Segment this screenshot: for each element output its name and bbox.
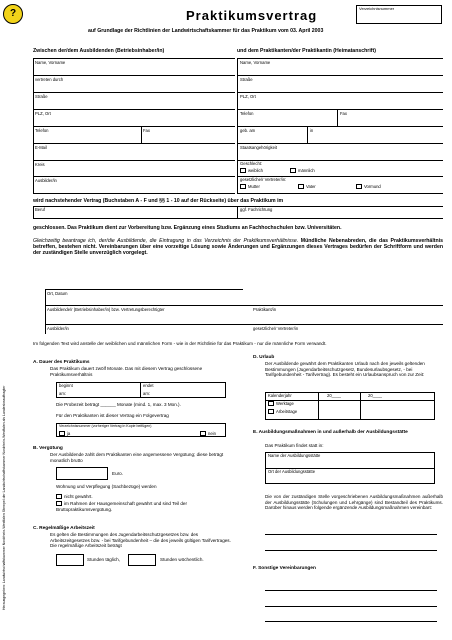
board-not-granted-option[interactable]: nicht gewährt.	[56, 494, 93, 500]
guardian-guardian-option[interactable]: Vormund	[356, 184, 381, 189]
board-granted-option[interactable]: im Rahmen der Hausgemeinschaft gewährt und sind Teil der Bruttopraktikumsvergütung.	[56, 501, 187, 512]
calendar-year-label: Kalenderjahr	[268, 393, 292, 398]
help-question-icon: ?	[3, 4, 23, 24]
female-checkbox[interactable]	[240, 168, 246, 173]
gender-note: Im folgenden Text wird anstelle der weiblichen und männlichen Form - wie in der Richtlinie für das Praktikum - nur die männliche Form verwandt.	[33, 341, 327, 346]
section-d-text: Der Ausbildende gewährt dem Praktikanten Urlaub nach den jeweils geltenden Bestimmungen (Jugendarbeitsschutzgesetz, Bundesurlaubsgesetz, - bei Tarifgebundenheit - Tarifvertrag). Es besteht ein Urlaubsanspruch von zur Zeit:	[265, 361, 425, 377]
begins-date-field[interactable]: am:	[59, 391, 66, 396]
salary-field[interactable]	[56, 467, 108, 480]
left-city-field[interactable]: PLZ, Ort	[35, 111, 51, 116]
subject-field[interactable]: ggf. Fachrichtung	[240, 207, 273, 212]
left-instructor-field[interactable]: Ausbilder/in	[35, 178, 57, 183]
section-a-text: Das Praktikum dauert zwölf Monate. Das mit diesem Vertrag geschlossene Praktikumsverhältnis	[50, 366, 203, 377]
publisher-sidebar: Herausgegeben: Landwirtschaftskammer Nordrhein-Westfalen Stempel der Landwirtschaftskammer Nordrhein-Westfalen als Landesbeauftragter	[2, 385, 6, 610]
section-e-subtitle: Das Praktikum findet statt in:	[265, 443, 324, 448]
hours-weekly-field[interactable]	[128, 554, 156, 566]
left-represented-field[interactable]: vertreten durch	[35, 77, 64, 82]
ends-label: endet	[143, 383, 154, 388]
register-number-field[interactable]: Verzeichnisnummer	[356, 5, 442, 24]
followup-yes-option[interactable]: ja	[59, 431, 70, 436]
followup-text: Für den Praktikanten ist dieser Vertrag ein Folgevertrag	[56, 413, 169, 418]
guardian-signature[interactable]: gesetzliche/r Vertreter/in	[253, 326, 299, 331]
training-site-place-field[interactable]: Ort der Ausbildungsstätte	[268, 469, 316, 474]
guardian-label: gesetzliche/r Vertreter/in:	[240, 177, 287, 182]
right-nationality-field[interactable]: Staatsangehörigkeit	[240, 145, 278, 150]
workdays-checkbox[interactable]	[268, 401, 274, 406]
gender-female-option[interactable]: weiblich	[240, 168, 263, 173]
right-city-field[interactable]: PLZ, Ort	[240, 94, 256, 99]
agreement-paragraph: Gleichzeitig beantrage ich, der/die Ausbildende, die Eintragung in das Verzeichnis der Praktikumsverhältnisse. Mündliche Nebenabreden, die das Praktikumsverhältnis betreffen, bestehen nicht. Vereinbarungen über eine vorzeitige Lösung sowie Änderungen und Ergänzungen dieses Vertrages bedürfen der Schriftform und werden der zuständigen Stelle unverzüglich vorgelegt.	[33, 238, 443, 257]
section-e-text: Die von der zuständigen Stelle vorgeschriebenen Ausbildungsmaßnahmen außerhalb der Ausbildungsstätte (Schulungen und Lehrgänge) sind Bestandteil des Praktikums. Darüber hinaus werden folgende ergänzende Ausbildungsmaßnahmen vereinbart:	[265, 494, 443, 510]
workingdays-checkbox[interactable]	[268, 409, 274, 414]
section-d-title: D. Urlaub	[253, 355, 275, 360]
male-checkbox[interactable]	[290, 168, 296, 173]
duration-box	[56, 382, 226, 398]
section-f-title: F. Sonstige Vereinbarungen	[253, 566, 316, 571]
followup-no-option[interactable]: nein	[200, 431, 216, 436]
hours-weekly-label: Stunden wöchentlich.	[160, 557, 204, 562]
left-street-field[interactable]: Straße	[35, 94, 48, 99]
yes-checkbox[interactable]	[59, 431, 65, 436]
section-e-title: E. Ausbildungsmaßnahmen in und außerhalb der Ausbildungsstätte	[253, 430, 408, 435]
not-granted-checkbox[interactable]	[56, 494, 62, 499]
right-phone-field[interactable]: Telefon	[240, 111, 254, 116]
contract-line: wird nachstehender Vertrag (Buchstaben A - F und §§ 1 - 10 auf der Rückseite) über das Praktikum im	[33, 198, 284, 204]
instructor-signature[interactable]: Ausbilder/in	[47, 326, 69, 331]
hours-daily-field[interactable]	[56, 554, 84, 566]
hours-daily-label: Stunden täglich,	[87, 557, 120, 562]
right-birthplace-field[interactable]: in	[310, 128, 314, 133]
no-checkbox[interactable]	[200, 431, 206, 436]
prior-register-label: Verzeichnisnummer (vorheriger Vertrag in Kopie beifügen)	[59, 424, 152, 428]
subtitle: auf Grundlage der Richtlinien der Landwirtschaftskammer für das Praktikum vom 03. April 2003	[88, 28, 324, 34]
year2-field[interactable]: 20____	[368, 393, 382, 398]
page-title: Praktikumsvertrag	[186, 8, 318, 23]
left-party-heading: Zwischen der/dem Ausbildenden (Betriebsinhaber/in)	[33, 48, 165, 54]
board-text: Wohnung und Verpflegung (Sachbezüge) werden	[56, 484, 157, 489]
ends-date-field[interactable]: am:	[143, 391, 150, 396]
right-party-heading: und dem Praktikanten/der Praktikantin (Heimatanschrift)	[237, 48, 376, 54]
right-fax-field[interactable]: Fax	[340, 111, 347, 116]
place-date-label: Ort, Datum	[47, 291, 68, 296]
left-fax-field[interactable]: Fax	[143, 128, 150, 133]
section-b-text: Der Ausbildende zahlt dem Praktikanten eine angemessene Vergütung; diese beträgt monatlich brutto	[50, 452, 224, 463]
gender-label: Geschlecht:	[240, 161, 263, 166]
right-name-field[interactable]: Name, Vorname	[240, 60, 271, 65]
trainer-signature[interactable]: Ausbildende/r (Betriebsinhaber/in) bzw. Vertretungsberechtigter	[47, 307, 165, 312]
left-email-field[interactable]: E-Mail	[35, 145, 47, 150]
begins-label: beginnt	[59, 383, 73, 388]
right-street-field[interactable]: Straße	[240, 77, 253, 82]
left-name-field[interactable]: Name, Vorname	[35, 60, 66, 65]
section-a-title: A. Dauer des Praktikums	[33, 360, 90, 365]
left-phone-field[interactable]: Telefon	[35, 128, 49, 133]
guardian-father-option[interactable]: Vater	[298, 184, 316, 189]
section-b-title: B. Vergütung	[33, 446, 63, 451]
left-district-field[interactable]: Kreis	[35, 162, 45, 167]
intern-signature[interactable]: Praktikant/in	[253, 307, 277, 312]
gender-male-option[interactable]: männlich	[290, 168, 315, 173]
guardian-mother-option[interactable]: Mutter	[240, 184, 260, 189]
training-site-name-field[interactable]: Name der Ausbildungsstätte	[268, 453, 321, 458]
vormund-checkbox[interactable]	[356, 184, 362, 189]
mother-checkbox[interactable]	[240, 184, 246, 189]
right-birthdate-field[interactable]: geb. am	[240, 128, 256, 133]
concluded-text: geschlossen. Das Praktikum dient zur Vorbereitung bzw. Ergänzung eines Studiums an Fachhochschulen bzw. Universitäten.	[33, 225, 342, 231]
father-checkbox[interactable]	[298, 184, 304, 189]
euro-label: Euro.	[112, 471, 123, 476]
job-field[interactable]: Beruf	[35, 207, 46, 212]
section-c-title: C. Regelmäßige Arbeitszeit	[33, 526, 95, 531]
probation-text: Die Probezeit beträgt ______ Monate (mind. 1, max. 3 Mon.).	[56, 402, 181, 407]
year1-field[interactable]: 20____	[327, 393, 341, 398]
workingdays-option[interactable]: Arbeitstage	[268, 409, 297, 414]
workdays-option[interactable]: Werktage	[268, 401, 294, 406]
section-c-text: Es gelten die Bestimmungen des Jugendarbeitsschutzgesetzes bzw. des Arbeitszeitgesetzes bzw. - bei Tarifgebundenheit – die des jeweils gültigen Tarifvertrages. Die regelmäßige Arbeitszeit beträgt	[50, 532, 231, 548]
